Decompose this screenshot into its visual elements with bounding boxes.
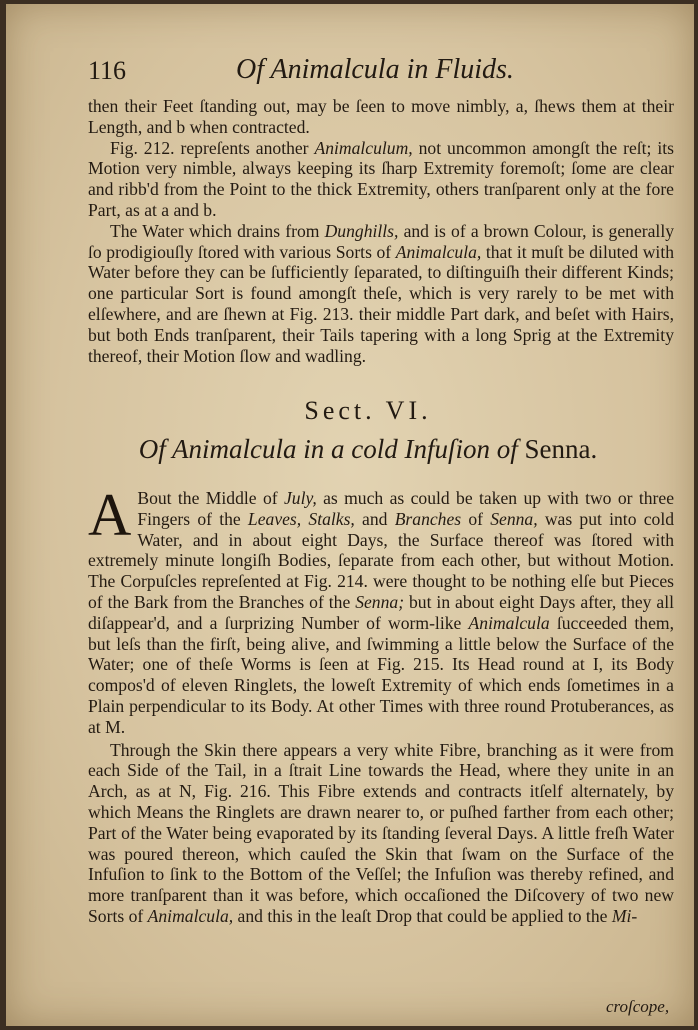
section-subtitle: [88, 434, 648, 465]
p4-j: Senna,: [490, 508, 538, 529]
running-title: Of Animalcula in Fluids.: [236, 54, 514, 85]
subtitle-italic: Of Animalcula in a cold Infuſion of: [138, 434, 518, 464]
p3-d: Animalcula,: [395, 241, 482, 262]
p3-b: Dunghills,: [324, 220, 399, 241]
p4-g: and: [354, 508, 395, 529]
section-heading: Sect. VI.: [304, 396, 432, 425]
p2-text-a: Fig. 212. repreſents another: [110, 137, 315, 158]
p4-d: Leaves,: [247, 508, 302, 529]
paragraph-1: then their Feet ſtanding out, may be ſeen to move nimbly, a, ſhews them at their Length, and b when contracted.: [88, 96, 674, 137]
drop-cap: A: [88, 482, 132, 548]
p2-italic: Animalculum,: [314, 137, 413, 158]
book-page: [6, 4, 694, 1026]
p4-b: July,: [284, 488, 317, 508]
paragraph-4: [88, 482, 675, 738]
p4-m: but in about eight Days after, they all diſappear'd, and a ſurprizing Number of worm-like: [88, 591, 674, 633]
p3-a: The Water which drains from: [110, 220, 325, 241]
p5-c: and this in the leaſt Drop that could be applied to the: [233, 905, 612, 926]
catchword: croſcope,: [606, 997, 670, 1016]
p3-c: and is of a brown Colour, is generally ſo prodigiouſly ſtored with various Sorts of: [88, 220, 675, 262]
p4-a: Bout the Middle of: [137, 488, 284, 508]
paragraph-5: [88, 740, 674, 927]
p4-c: as much as could be taken up with two or three Fingers of the: [137, 488, 675, 529]
p4-k: was put into cold Water, and in about eight Days, the Surface thereof was ſtored with extremely minute longiſh Bodies, ſeparate from each other, but without Motion. The Corpuſcles repreſented at Fig. 214. were thought to be nothing elſe but Pieces of the Bark from the Branches of the: [88, 508, 674, 612]
p4-h: Branches: [394, 508, 462, 529]
p3-e: that it muſt be diluted with Water before they can be ſufficiently ſeparated, to diſtinguiſh their different Kinds; one particular Sort is found amongſt theſe, which is very rarely to be met with elſewhere, and are ſhewn at Fig. 213. their middle Part dark, and beſet with Hairs, but both Ends tranſparent, their Tails tapering with a long Sprig at the Extremity thereof, their Motion ſlow and wadling.: [88, 241, 674, 366]
page-header: [88, 54, 648, 94]
p2-text-b: not uncommon amongſt the reſt; its Motion very nimble, always keeping its ſharp Extremity foremoſt; ſome are clear and ribb'd from the Point to the thick Extremity, others tranſparent only at the fore Part, as at a and b.: [88, 137, 674, 220]
page-number: 116: [88, 56, 127, 85]
p5-a: Through the Skin there appears a very white Fibre, branching as it were from each Side of the Tail, in a ſtrait Line towards the Head, where they unite in an Arch, as at N, Fig. 216. This Fibre extends and contracts itſelf alternately, by which Means the Ringlets are drawn nearer to, or puſhed farther from each other; Part of the Water being evaporated by its ſtanding ſeveral Days. A little freſh Water was poured thereon, which cauſed the Skin that ſwam on the Surface of the Infuſion to ſink to the Bottom of the Veſſel; the Infuſion was thereby refined, and more tranſparent than it was before, which occaſioned the Diſcovery of two new Sorts of: [88, 739, 674, 926]
paragraph-3: [88, 221, 674, 367]
paragraph-2: [88, 138, 674, 221]
upper-text: [88, 96, 674, 366]
p4-f: Stalks,: [308, 508, 355, 529]
p5-b: Animalcula,: [147, 905, 234, 926]
p4-n: Animalcula: [468, 612, 550, 633]
p5-d: Mi-: [611, 905, 638, 926]
lower-text: [88, 482, 675, 927]
p4-o: ſucceeded them, but leſs than the firſt, being alive, and ſwimming a little below the Surface of the Water; one of theſe Worms is ſeen at Fig. 215. Its Head round at I, its Body compos'd of eleven Ringlets, the loweſt Extremity of which ends ſometimes in a Plain perpendicular to its Body. At other Times with three round Protuberances, as at M.: [88, 612, 674, 737]
p4-l: Senna;: [355, 591, 405, 612]
subtitle-roman: Senna.: [524, 434, 598, 464]
p4-i: of: [461, 508, 491, 529]
